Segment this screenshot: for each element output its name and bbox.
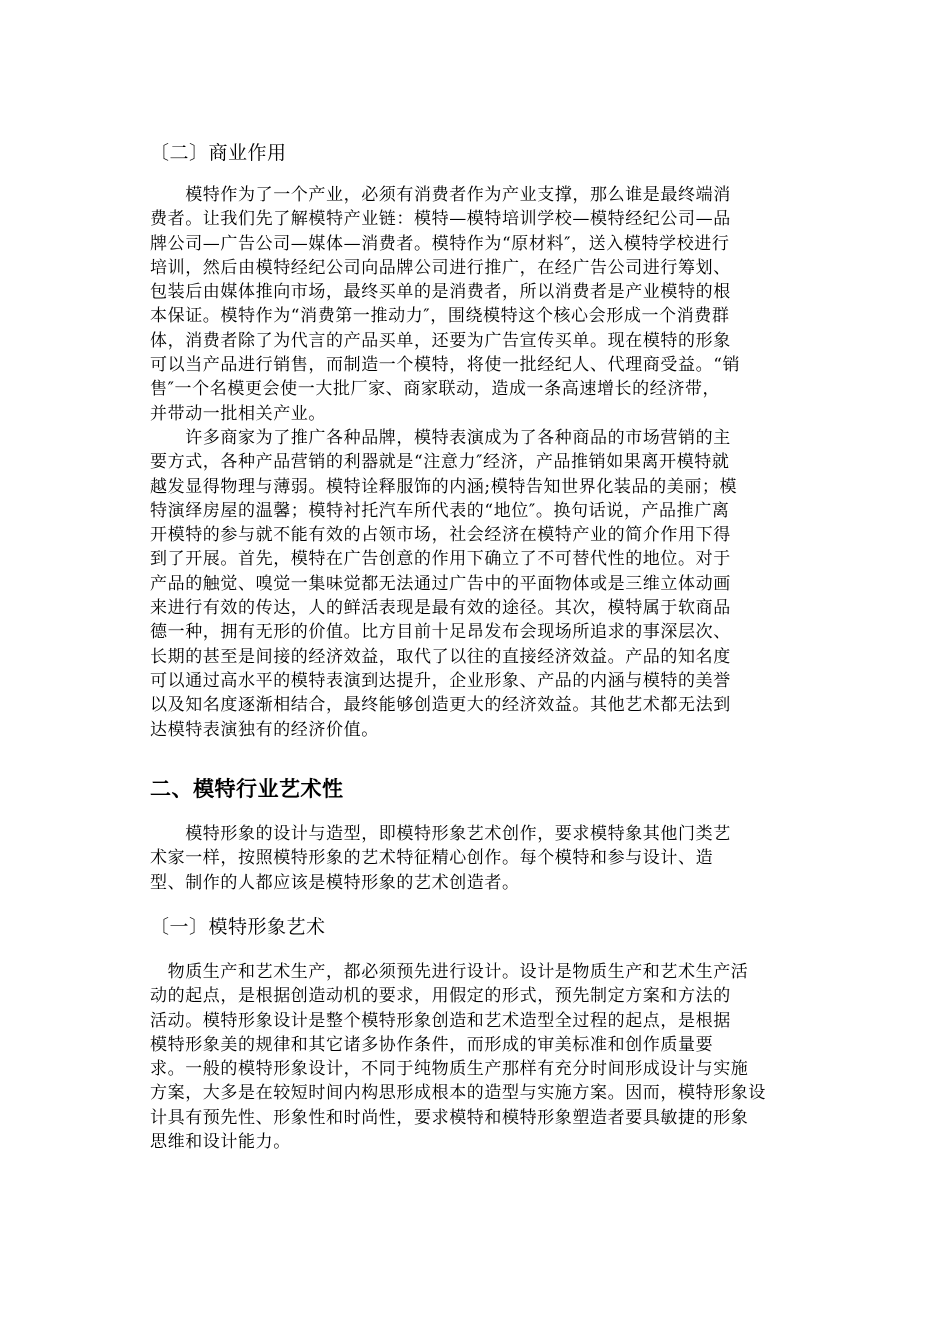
text-line: 德一种，拥有无形的价值。比方目前十足昂发布会现场所追求的事深层次、 — [150, 622, 731, 643]
paragraph-image-design — [150, 960, 800, 1154]
text-line: 达模特表演独有的经济价值。 — [150, 719, 379, 740]
text-line: 计具有预先性、形象性和时尚性，要求模特和模特形象塑造者要具敏捷的形象 — [150, 1107, 749, 1128]
paragraph-art-intro — [150, 822, 800, 895]
paragraph-marketing — [150, 426, 800, 742]
text-line: 可以通过高水平的模特表演到达提升，企业形象、产品的内涵与模特的美誉 — [150, 670, 731, 691]
text-line: 到了开展。首先，模特在广告创意的作用下确立了不可替代性的地位。对于 — [150, 549, 731, 570]
heading-commercial-role: 〔二〕商业作用 — [150, 142, 287, 164]
text-line: 以及知名度逐渐相结合，最终能够创造更大的经济效益。其他艺术都无法到 — [150, 695, 731, 716]
text-line: 型、制作的人都应该是模特形象的艺术创造者。 — [150, 872, 520, 893]
text-line: 模特形象美的规律和其它诸多协作条件，而形成的审美标准和创作质量要 — [150, 1034, 714, 1055]
text-line: 包装后由媒体推向市场，最终买单的是消费者，所以消费者是产业模特的根 — [150, 282, 731, 303]
text-line: 产品的触觉、嗅觉一集味觉都无法通过广告中的平面物体或是三维立体动画 — [150, 573, 731, 594]
text-line: 物质生产和艺术生产，都必须预先进行设计。设计是物质生产和艺术生产活 — [150, 962, 749, 982]
text-line: 来进行有效的传达，人的鲜活表现是最有效的途径。其次，模特属于软商品 — [150, 598, 731, 619]
paragraph-industry-chain — [150, 183, 800, 426]
text-line: 模特形象的设计与造型，即模特形象艺术创作，要求模特象其他门类艺 — [150, 824, 731, 844]
text-line: 活动。模特形象设计是整个模特形象创造和艺术造型全过程的起点，是根据 — [150, 1010, 731, 1031]
text-line: 培训，然后由模特经纪公司向品牌公司进行推广，在经广告公司进行筹划、 — [150, 257, 731, 278]
text-line: 牌公司—广告公司—媒体—消费者。模特作为“原材料″，送入模特学校进行 — [150, 233, 730, 254]
text-line: 售″一个名模更会使一大批厂家、商家联动，造成一条高速增长的经济带， — [150, 379, 721, 400]
text-line: 求。一般的模特形象设计，不同于纯物质生产那样有充分时间形成设计与实施 — [150, 1059, 749, 1080]
text-line: 费者。让我们先了解模特产业链：模特—模特培训学校—模特经纪公司—品 — [150, 209, 731, 230]
text-line: 越发显得物理与薄弱。模特诠释服饰的内涵;模特告知世界化装品的美丽；模 — [150, 476, 738, 497]
text-line: 方案，大多是在较短时间内构思形成根本的造型与实施方案。因而，模特形象设 — [150, 1083, 766, 1104]
text-line: 许多商家为了推广各种品牌，模特表演成为了各种商品的市场营销的主 — [150, 428, 731, 448]
text-line: 术家一样，按照模特形象的艺术特征精心创作。每个模特和参与设计、造 — [150, 848, 714, 869]
text-line: 长期的甚至是间接的经济效益，取代了以往的直接经济效益。产品的知名度 — [150, 646, 731, 667]
text-line: 开模特的参与就不能有效的占领市场，社会经济在模特产业的简介作用下得 — [150, 525, 731, 546]
text-line: 并带动一批相关产业。 — [150, 403, 326, 424]
text-line: 特演绎房屋的温馨；模特衬托汽车所代表的“地位″。换句话说，产品推广离 — [150, 500, 730, 521]
text-line: 可以当产品进行销售，而制造一个模特，将使一批经纪人、代理商受益。“销 — [150, 355, 741, 376]
heading-industry-artistry: 二、模特行业艺术性 — [150, 777, 344, 801]
text-line: 本保证。模特作为“消费第一推动力″，围绕模特这个核心会形成一个消费群 — [150, 306, 730, 327]
text-line: 思维和设计能力。 — [150, 1132, 291, 1153]
text-line: 体，消费者除了为代言的产品买单，还要为广告宣传买单。现在模特的形象 — [150, 330, 731, 351]
text-line: 要方式，各种产品营销的利器就是“注意力″经济，产品推销如果离开模特就 — [150, 452, 730, 473]
heading-image-art: 〔一〕模特形象艺术 — [150, 916, 326, 938]
text-line: 动的起点，是根据创造动机的要求，用假定的形式，预先制定方案和方法的 — [150, 986, 731, 1007]
text-line: 模特作为了一个产业，必须有消费者作为产业支撑，那么谁是最终端消 — [150, 185, 731, 205]
